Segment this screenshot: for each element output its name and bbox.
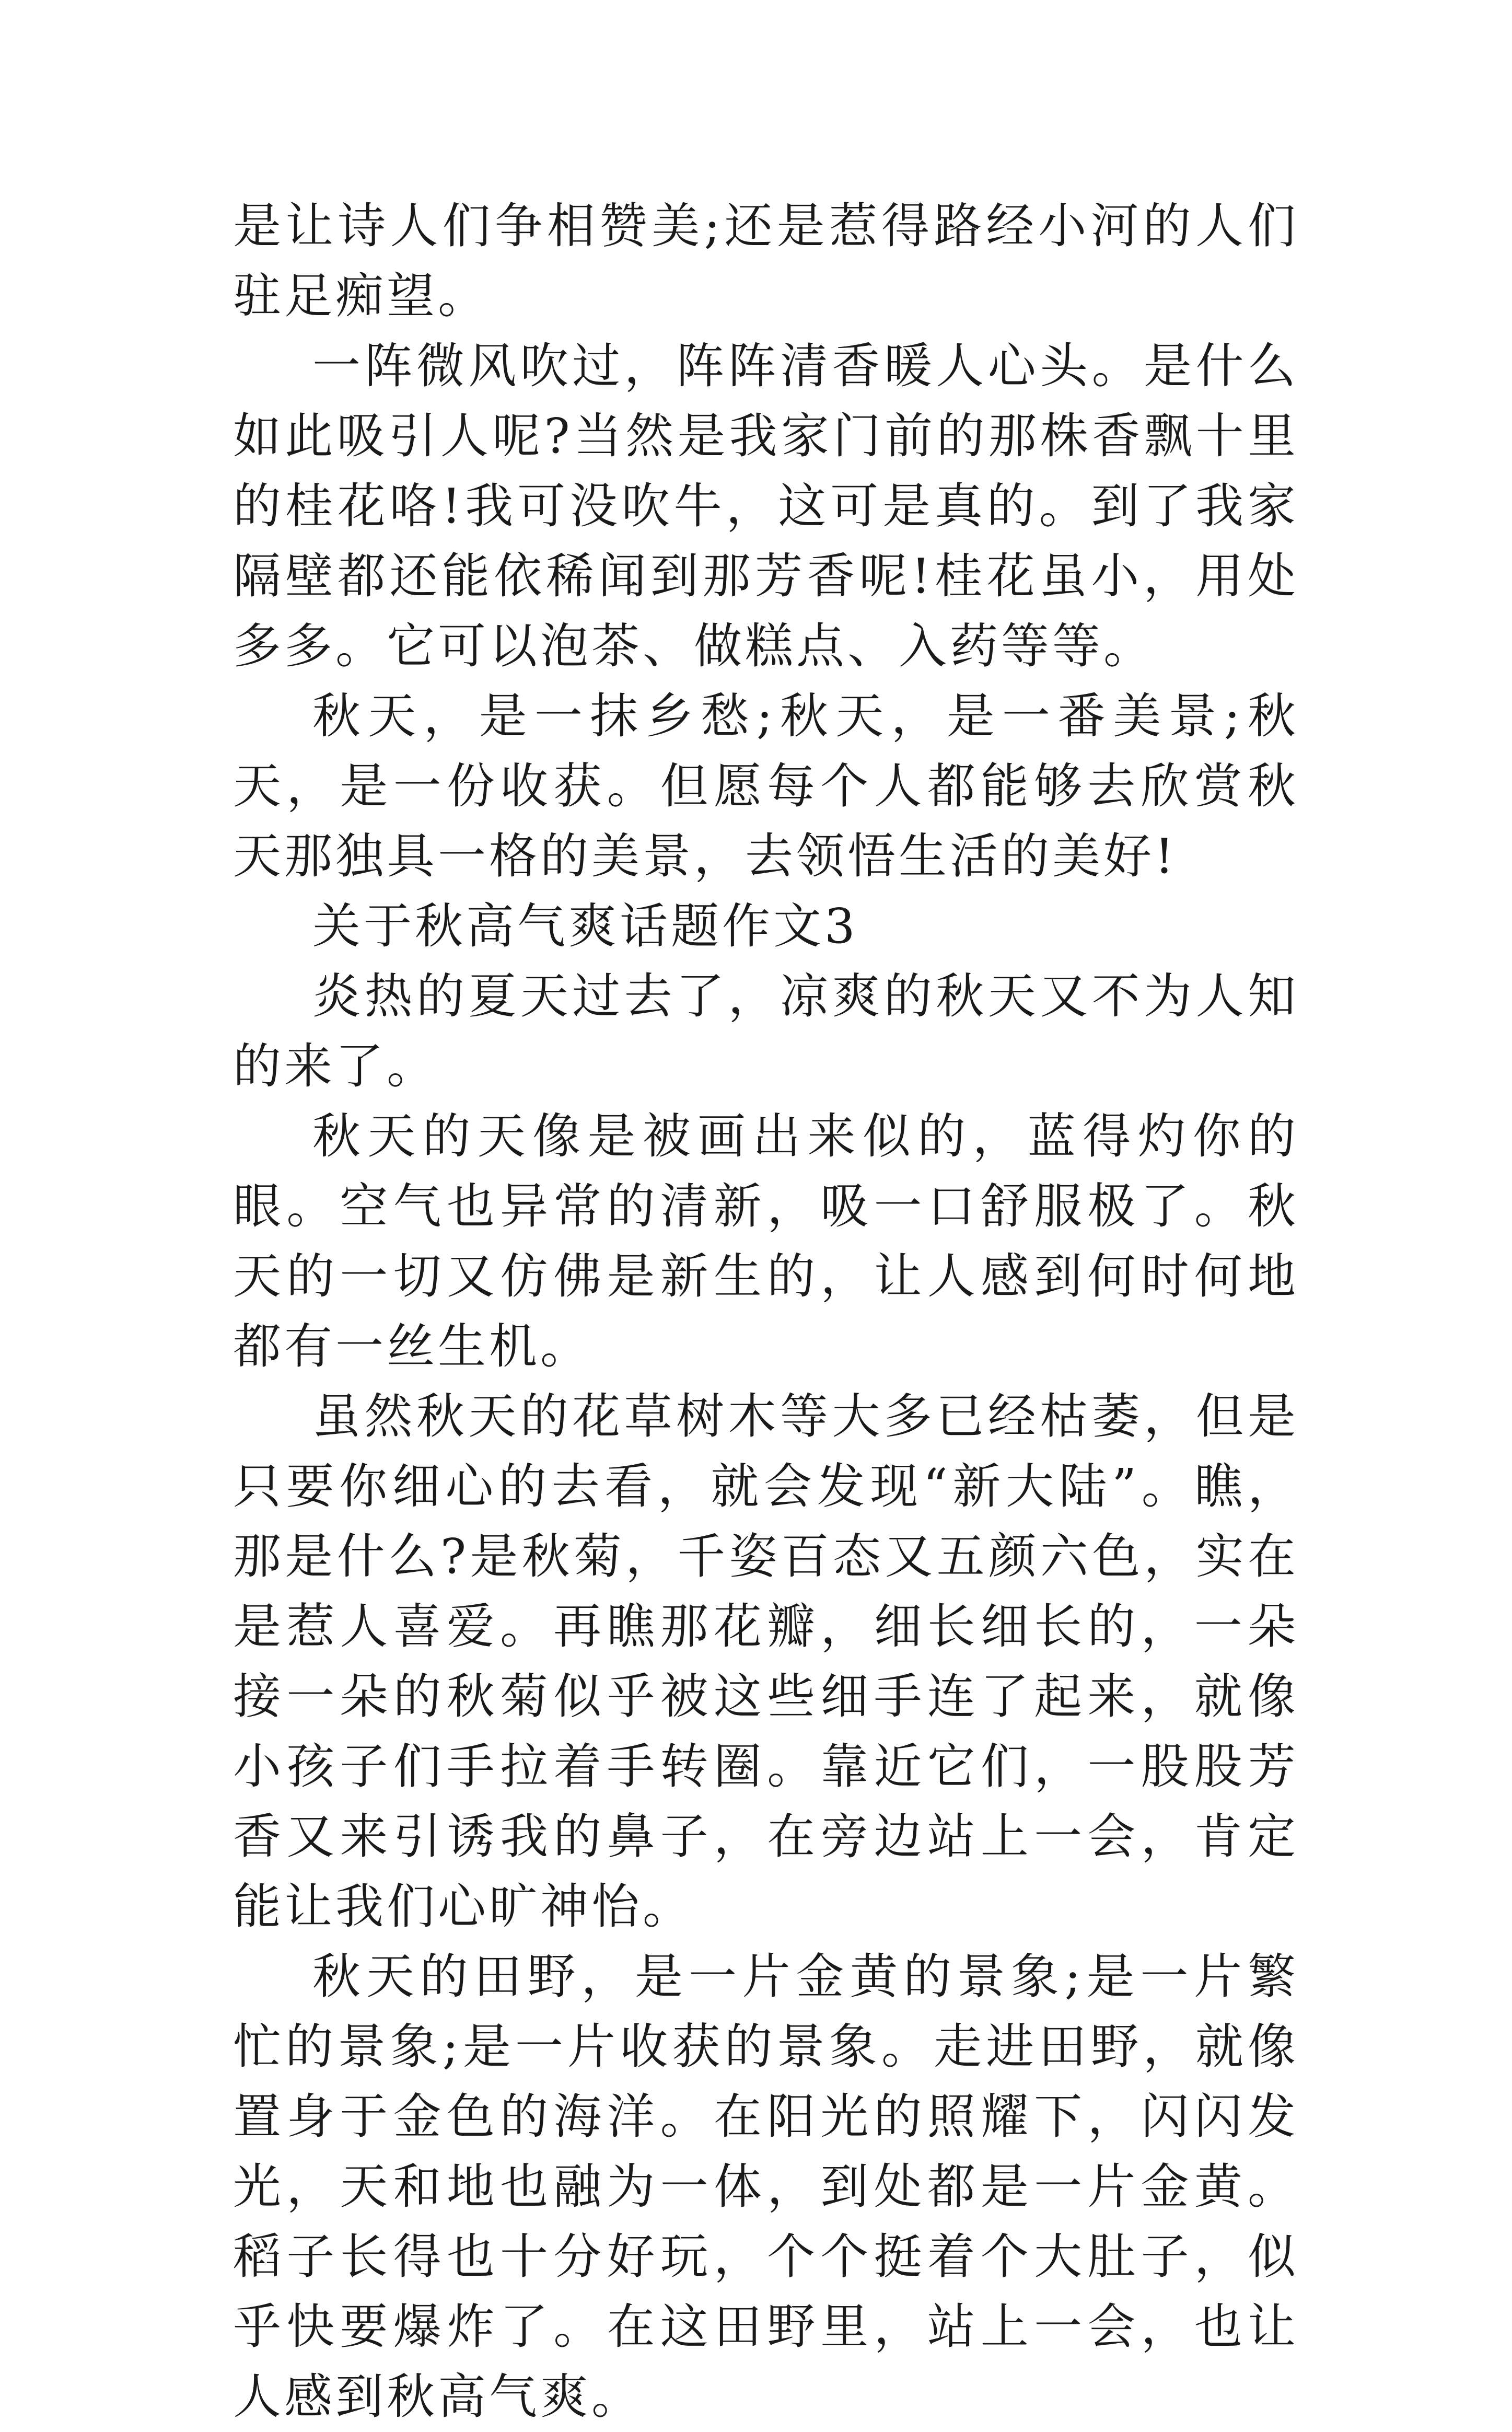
paragraph-3: 秋天，是一抹乡愁;秋天，是一番美景;秋天，是一份收获。但愿每个人都能够去欣赏秋天那独具一格的美景，去领悟生活的美好! xyxy=(233,688,1299,884)
section-heading: 关于秋高气爽话题作文3 xyxy=(312,898,858,954)
paragraph-5: 炎热的夏天过去了，凉爽的秋天又不为人知的来了。 xyxy=(233,968,1299,1094)
paragraph-7: 虽然秋天的花草树木等大多已经枯萎，但是只要你细心的去看，就会发现“新大陆”。瞧，那是什么?是秋菊，千姿百态又五颜六色，实在是惹人喜爱。再瞧那花瓣，细长细长的，一朵接一朵的秋菊似乎被这些细手连了起来，就像小孩子们手拉着手转圈。靠近它们，一股股芳香又来引诱我的鼻子，在旁边站上一会，肯定能让我们心旷神怡。 xyxy=(233,1388,1299,1935)
paragraph-8: 秋天的田野，是一片金黄的景象;是一片繁忙的景象;是一片收获的景象。走进田野，就像置身于金色的海洋。在阳光的照耀下，闪闪发光，天和地也融为一体，到处都是一片金黄。稻子长得也十分好玩，个个挺着个大肚子，似乎快要爆炸了。在这田野里，站上一会，也让人感到秋高气爽。 xyxy=(233,1949,1299,2425)
paragraph-2: 一阵微风吹过，阵阵清香暖人心头。是什么如此吸引人呢?当然是我家门前的那株香飘十里的桂花咯!我可没吹牛，这可是真的。到了我家隔壁都还能依稀闻到那芳香呢!桂花虽小，用处多多。它可以泡茶、做糕点、入药等等。 xyxy=(233,338,1299,674)
paragraph-6: 秋天的天像是被画出来似的，蓝得灼你的眼。空气也异常的清新，吸一口舒服极了。秋天的一切又仿佛是新生的，让人感到何时何地都有一丝生机。 xyxy=(233,1108,1299,1374)
paragraph-1: 是让诗人们争相赞美;还是惹得路经小河的人们驻足痴望。 xyxy=(233,198,1299,324)
document-body xyxy=(233,191,1299,2432)
